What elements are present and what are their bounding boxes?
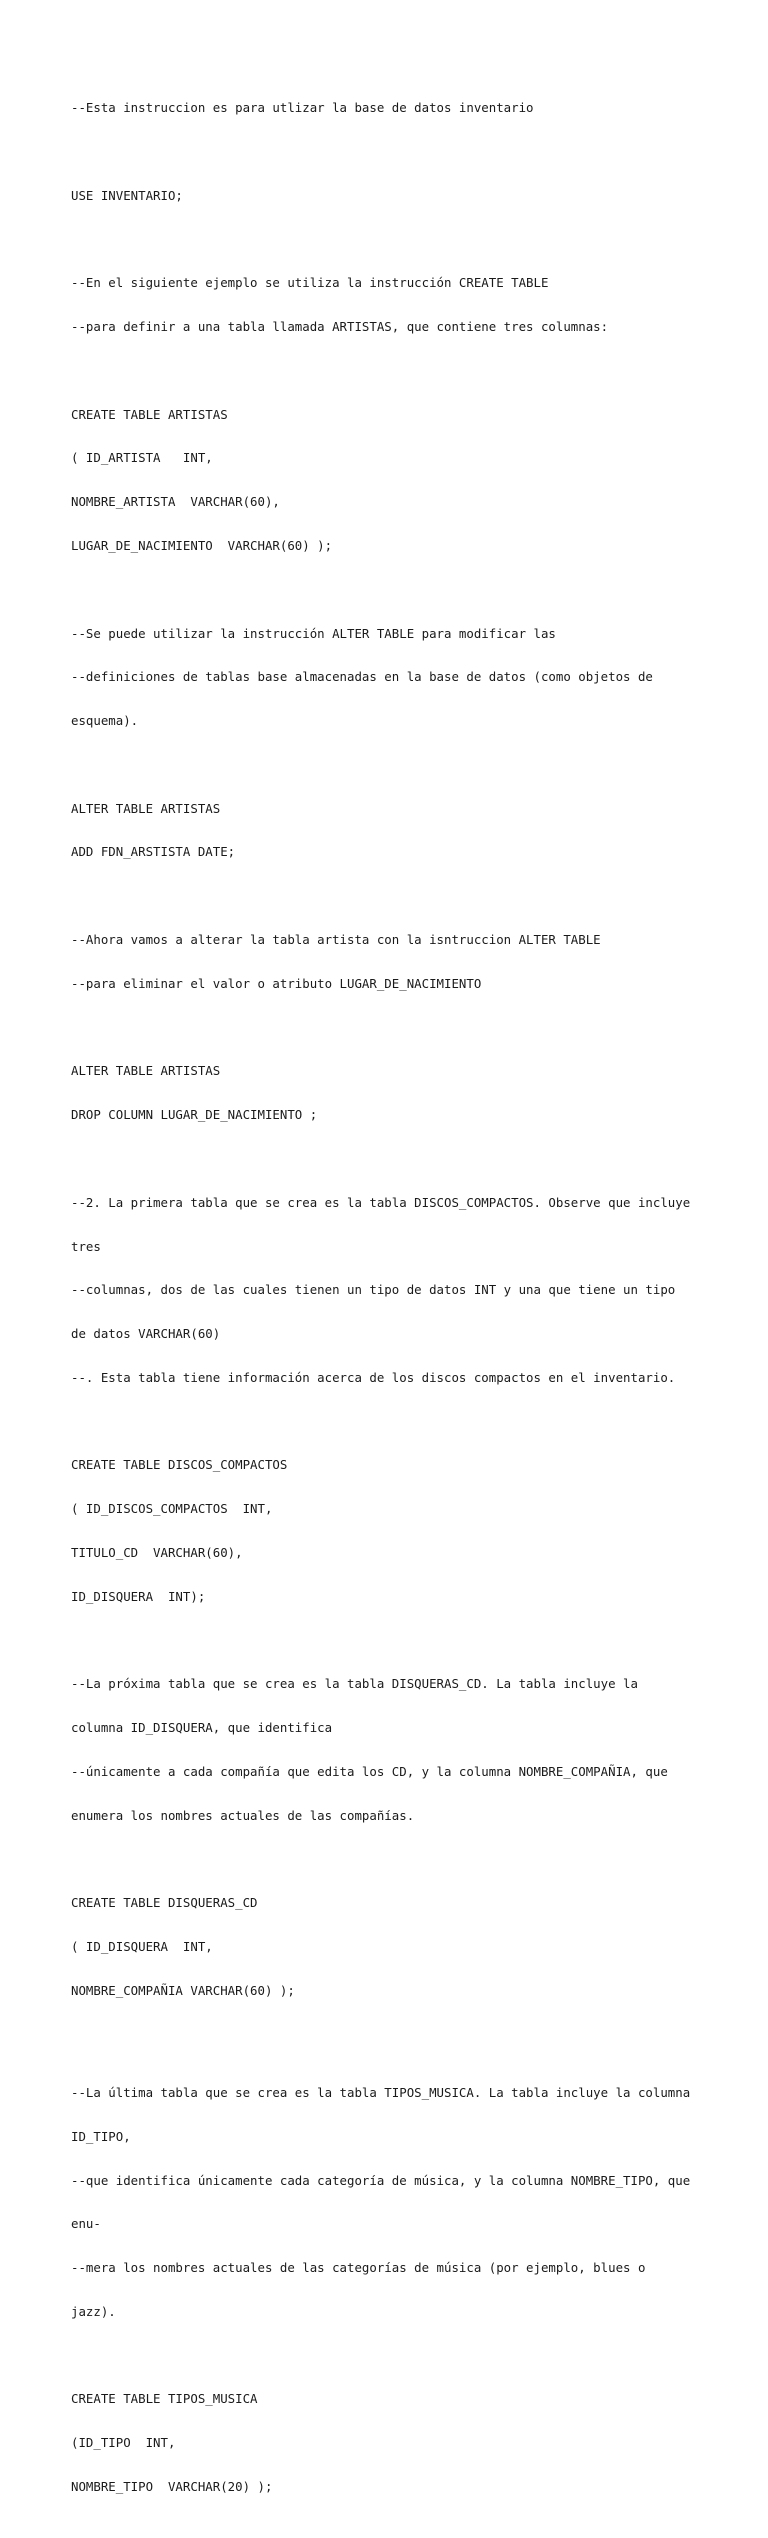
code-line: --Ahora vamos a alterar la tabla artista con la isntruccion ALTER TABLE xyxy=(71,932,601,948)
code-line: columna ID_DISQUERA, que identifica xyxy=(71,1720,333,1736)
create-discos xyxy=(71,1429,711,1633)
code-line: tres xyxy=(71,1238,101,1254)
code-line: USE INVENTARIO; xyxy=(71,187,183,203)
code-line: ALTER TABLE ARTISTAS xyxy=(71,1063,221,1079)
comment-create-artistas xyxy=(71,247,711,364)
code-line: ADD FDN_ARSTISTA DATE; xyxy=(71,844,236,860)
code-line: ALTER TABLE ARTISTAS xyxy=(71,800,221,816)
comment-disqueras xyxy=(71,1648,711,1852)
alter-add xyxy=(71,773,711,890)
code-line: enu- xyxy=(71,2216,101,2232)
code-line: NOMBRE_TIPO VARCHAR(20) ); xyxy=(71,2478,273,2494)
code-line: --columnas, dos de las cuales tienen un tipo de datos INT y una que tiene un tipo xyxy=(71,1282,676,1298)
comment-alter xyxy=(71,597,711,758)
comment-tipos xyxy=(71,2057,711,2349)
comment-alter-drop xyxy=(71,904,711,1021)
code-line: CREATE TABLE ARTISTAS xyxy=(71,406,228,422)
code-line: --que identifica únicamente cada categoría de música, y la columna NOMBRE_TIPO, que xyxy=(71,2172,691,2188)
code-line: DROP COLUMN LUGAR_DE_NACIMIENTO ; xyxy=(71,1107,318,1123)
code-line: jazz). xyxy=(71,2303,116,2319)
code-line: de datos VARCHAR(60) xyxy=(71,1326,221,1342)
code-line: ( ID_DISQUERA INT, xyxy=(71,1939,213,1954)
code-line: --. Esta tabla tiene información acerca de los discos compactos en el inventario. xyxy=(71,1369,676,1385)
use-statement xyxy=(71,160,711,233)
code-line: --únicamente a cada compañía que edita los CD, y la columna NOMBRE_COMPAÑIA, que xyxy=(71,1763,668,1779)
create-disqueras xyxy=(71,1867,711,2028)
code-line: CREATE TABLE DISQUERAS_CD xyxy=(71,1895,258,1911)
code-line: esquema). xyxy=(71,713,139,729)
code-line: --En el siguiente ejemplo se utiliza la instrucción CREATE TABLE xyxy=(71,275,549,291)
create-tipos xyxy=(71,2363,711,2524)
code-line: NOMBRE_COMPAÑIA VARCHAR(60) ); xyxy=(71,1982,295,1998)
code-line: --2. La primera tabla que se crea es la tabla DISCOS_COMPACTOS. Observe que incluye xyxy=(71,1194,691,1210)
code-line: LUGAR_DE_NACIMIENTO VARCHAR(60) ); xyxy=(71,538,333,553)
code-line: --Se puede utilizar la instrucción ALTER TABLE para modificar las xyxy=(71,625,556,641)
code-line: --La próxima tabla que se crea es la tabla DISQUERAS_CD. La tabla incluye la xyxy=(71,1676,638,1692)
code-line: CREATE TABLE TIPOS_MUSICA xyxy=(71,2391,258,2407)
code-line: ID_DISQUERA INT); xyxy=(71,1588,206,1604)
code-line: ( ID_ARTISTA INT, xyxy=(71,450,213,466)
code-line: --La última tabla que se crea es la tabla TIPOS_MUSICA. La tabla incluye la columna xyxy=(71,2084,691,2100)
code-line: --Esta instruccion es para utlizar la base de datos inventario xyxy=(71,100,534,116)
code-line: CREATE TABLE DISCOS_COMPACTOS xyxy=(71,1457,288,1473)
code-line: ID_TIPO, xyxy=(71,2128,131,2144)
alter-drop xyxy=(71,1035,711,1152)
code-line: --definiciones de tablas base almacenadas en la base de datos (como objetos de xyxy=(71,669,653,685)
code-line: --mera los nombres actuales de las categorías de música (por ejemplo, blues o xyxy=(71,2260,646,2276)
code-line: --para eliminar el valor o atributo LUGAR_DE_NACIMIENTO xyxy=(71,975,482,991)
code-line: TITULO_CD VARCHAR(60), xyxy=(71,1544,243,1560)
create-artistas xyxy=(71,378,711,582)
document-page xyxy=(71,72,711,2538)
code-line: ( ID_DISCOS_COMPACTOS INT, xyxy=(71,1501,273,1517)
code-line: --para definir a una tabla llamada ARTISTAS, que contiene tres columnas: xyxy=(71,319,609,335)
code-line: (ID_TIPO INT, xyxy=(71,2435,176,2451)
comment-discos xyxy=(71,1167,711,1415)
code-line: NOMBRE_ARTISTA VARCHAR(60), xyxy=(71,494,280,510)
comment-use xyxy=(71,72,711,145)
code-line: enumera los nombres actuales de las compañías. xyxy=(71,1807,415,1823)
